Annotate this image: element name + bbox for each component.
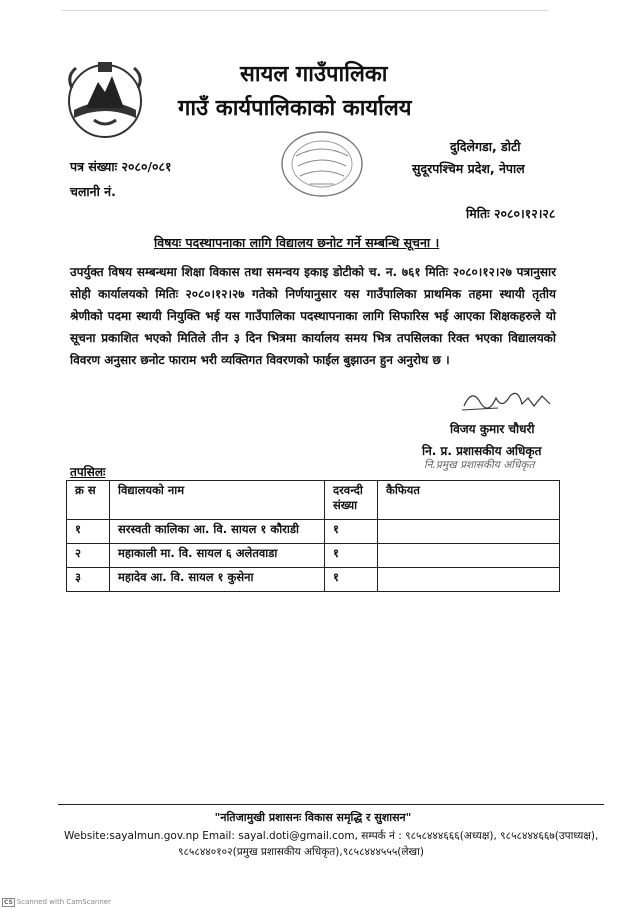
col-header-posts: दरवन्दी संख्या [325,481,378,520]
col-header-remarks: कैफियत [378,481,560,520]
table-caption: तपसिलः [70,465,106,479]
table-row [67,520,560,544]
nepal-emblem-icon [64,58,146,140]
cell-posts: १ [325,544,378,568]
cell-sn: ३ [67,568,110,592]
top-edge-line [62,10,548,11]
notice-body: उपर्युक्त विषय सम्बन्धमा शिक्षा विकास तथा समन्वय इकाइ डोटीको च. न. ७६१ मितिः २०८०।१२।२७ पत्रानुसार सोही कार्यालयको मितिः २०८०।१२।२७ गतेको निर्णयानुसार यस गाउँपालिका प्राथमिक तहमा स्थायी तृतीय श्रेणीको पदमा स्थायी नियुक्ति भई यस गाउँपालिका पदस्थापनाका लागि सिफारिस भई आएका शिक्षकहरुले यो सूचना प्रकाशित भएको मितिले तीन ३ दिन भित्रमा कार्यालय समय भित्र तपसिलका रिक्त भएका विद्यालयको विवरण अनुसार छनोट फाराम भरी व्यक्तिगत विवरणको फाईल बुझाउन हुन अनुरोध छ । [70,265,556,367]
cell-school: महाकाली मा. वि. सायल ६ अलेतवाडा [110,544,325,568]
cell-remarks [378,568,560,592]
table-row [67,544,560,568]
office-name: गाउँ कार्यपालिकाको कार्यालय [178,96,412,121]
signatory-name: विजय कुमार चौधरी [450,422,535,436]
cell-remarks [378,544,560,568]
scanner-text: Scanned with CamScanner [16,898,111,906]
cell-school: सरस्वती कालिका आ. वि. सायल १ कौराडी [110,520,325,544]
designation-stamp: नि.प्रमुख प्रशासकीय अधिकृत [424,459,535,471]
scanner-watermark [2,898,111,907]
signature-icon [458,384,558,418]
org-name: सायल गाउँपालिका [240,62,388,87]
cell-sn: १ [67,520,110,544]
footer-divider [58,804,604,805]
scanner-logo-icon: CS [4,899,13,906]
cell-sn: २ [67,544,110,568]
address-district: दुदिलेगडा, डोटी [450,139,521,154]
table-row [67,568,560,592]
signatory-designation: नि. प्र. प्रशासकीय अधिकृत [422,444,542,458]
cell-posts: १ [325,568,378,592]
letter-date: मितिः २०८०।१२।२८ [466,206,556,221]
office-seal-icon [276,126,368,202]
notice-subject: विषयः पदस्थापनाका लागि विद्यालय छनोट गर्ने सम्बन्धि सूचना । [154,235,440,250]
footer-contact-line2: ९८५८४४०१०२(प्रमुख प्रशासकीय अधिकृत),९८५८४४४५५५(लेखा) [178,846,424,858]
footer-slogan: "नतिजामुखी प्रशासनः विकास समृद्धि र सुशासन" [214,811,412,824]
cell-posts: १ [325,520,378,544]
col-header-school: विद्यालयको नाम [110,481,325,520]
col-header-sn: क्र स [67,481,110,520]
cell-remarks [378,520,560,544]
footer-contact-line1: Website:sayalmun.gov.np Email: sayal.doti@gmail.com, सम्पर्क नं : ९८५८४४४६६६(अध्यक्ष), ९८५८४४४६६७(उपाध्यक्ष), [64,830,599,842]
dispatch-number: चलानी नं. [70,184,116,199]
table-header-row [67,481,560,520]
cell-school: महादेव आ. वि. सायल १ कुसेना [110,568,325,592]
address-province: सुदूरपश्चिम प्रदेश, नेपाल [412,161,525,176]
reference-number: पत्र संख्याः २०८०/०८१ [70,159,172,174]
schools-table [66,480,560,592]
